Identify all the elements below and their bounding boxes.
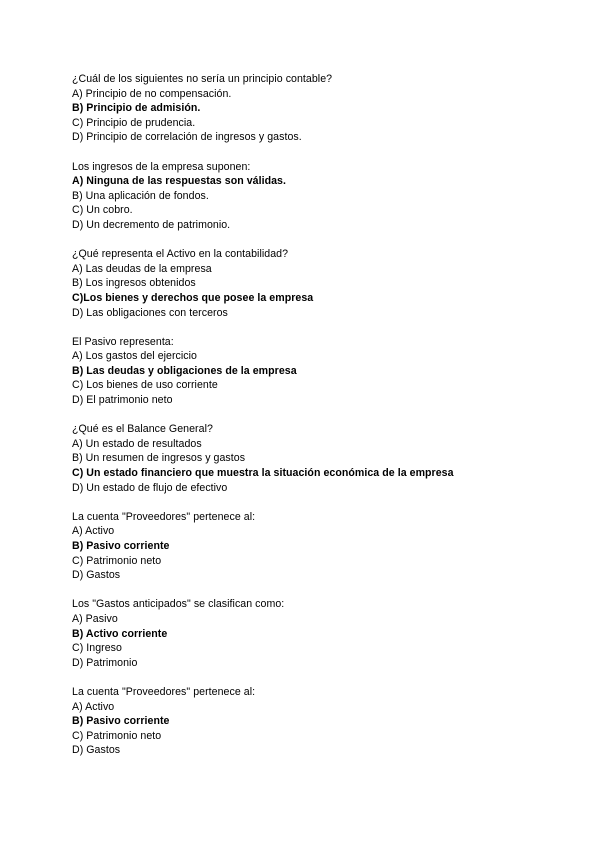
answer-option: D) Un estado de flujo de efectivo — [72, 481, 228, 494]
answer-option: D) Las obligaciones con terceros — [72, 306, 228, 319]
question-block — [72, 510, 542, 583]
document-page — [72, 72, 542, 773]
question-text: El Pasivo representa: — [72, 335, 174, 348]
correct-answer-option: C) Un estado financiero que muestra la situación económica de la empresa — [72, 467, 454, 480]
correct-answer-option: B) Activo corriente — [72, 627, 168, 640]
answer-option: C) Ingreso — [72, 642, 122, 655]
answer-option: A) Pasivo — [72, 612, 118, 625]
answer-option: C) Patrimonio neto — [72, 729, 162, 742]
answer-option: A) Los gastos del ejercicio — [72, 350, 198, 363]
answer-option: A) Principio de no compensación. — [72, 87, 232, 100]
correct-answer-option: B) Las deudas y obligaciones de la empresa — [72, 364, 297, 377]
answer-option: B) Los ingresos obtenidos — [72, 277, 196, 290]
question-block — [72, 685, 542, 758]
question-block — [72, 597, 542, 670]
answer-option: D) Gastos — [72, 744, 121, 757]
answer-option: A) Activo — [72, 700, 115, 713]
answer-option: D) Gastos — [72, 569, 121, 582]
answer-option: D) Un decremento de patrimonio. — [72, 218, 231, 231]
answer-option: A) Las deudas de la empresa — [72, 262, 212, 275]
question-text: La cuenta "Proveedores" pertenece al: — [72, 685, 256, 698]
correct-answer-option: B) Principio de admisión. — [72, 102, 201, 115]
answer-option: D) Principio de correlación de ingresos y gastos. — [72, 131, 302, 144]
correct-answer-option: C)Los bienes y derechos que posee la empresa — [72, 291, 314, 304]
answer-option: B) Una aplicación de fondos. — [72, 189, 209, 202]
correct-answer-option: B) Pasivo corriente — [72, 715, 170, 728]
answer-option: D) El patrimonio neto — [72, 394, 173, 407]
correct-answer-option: A) Ninguna de las respuestas son válidas. — [72, 175, 286, 188]
question-block — [72, 422, 542, 495]
question-block — [72, 72, 542, 145]
correct-answer-option: B) Pasivo corriente — [72, 540, 170, 552]
question-text: Los ingresos de la empresa suponen: — [72, 160, 251, 173]
question-text: ¿Cuál de los siguientes no sería un principio contable? — [72, 73, 333, 85]
question-text: Los "Gastos anticipados" se clasifican como: — [72, 598, 285, 611]
question-text: ¿Qué representa el Activo en la contabilidad? — [72, 248, 289, 261]
question-text: ¿Qué es el Balance General? — [72, 423, 213, 436]
answer-option: A) Un estado de resultados — [72, 437, 202, 450]
answer-option: C) Principio de prudencia. — [72, 116, 196, 129]
answer-option: D) Patrimonio — [72, 656, 138, 669]
answer-option: A) Activo — [72, 525, 115, 538]
question-block — [72, 247, 542, 320]
answer-option: C) Los bienes de uso corriente — [72, 379, 218, 392]
answer-option: B) Un resumen de ingresos y gastos — [72, 452, 246, 465]
question-block — [72, 335, 542, 408]
question-text: La cuenta "Proveedores" pertenece al: — [72, 510, 256, 523]
answer-option: C) Un cobro. — [72, 204, 133, 217]
answer-option: C) Patrimonio neto — [72, 554, 162, 567]
question-block — [72, 160, 542, 233]
